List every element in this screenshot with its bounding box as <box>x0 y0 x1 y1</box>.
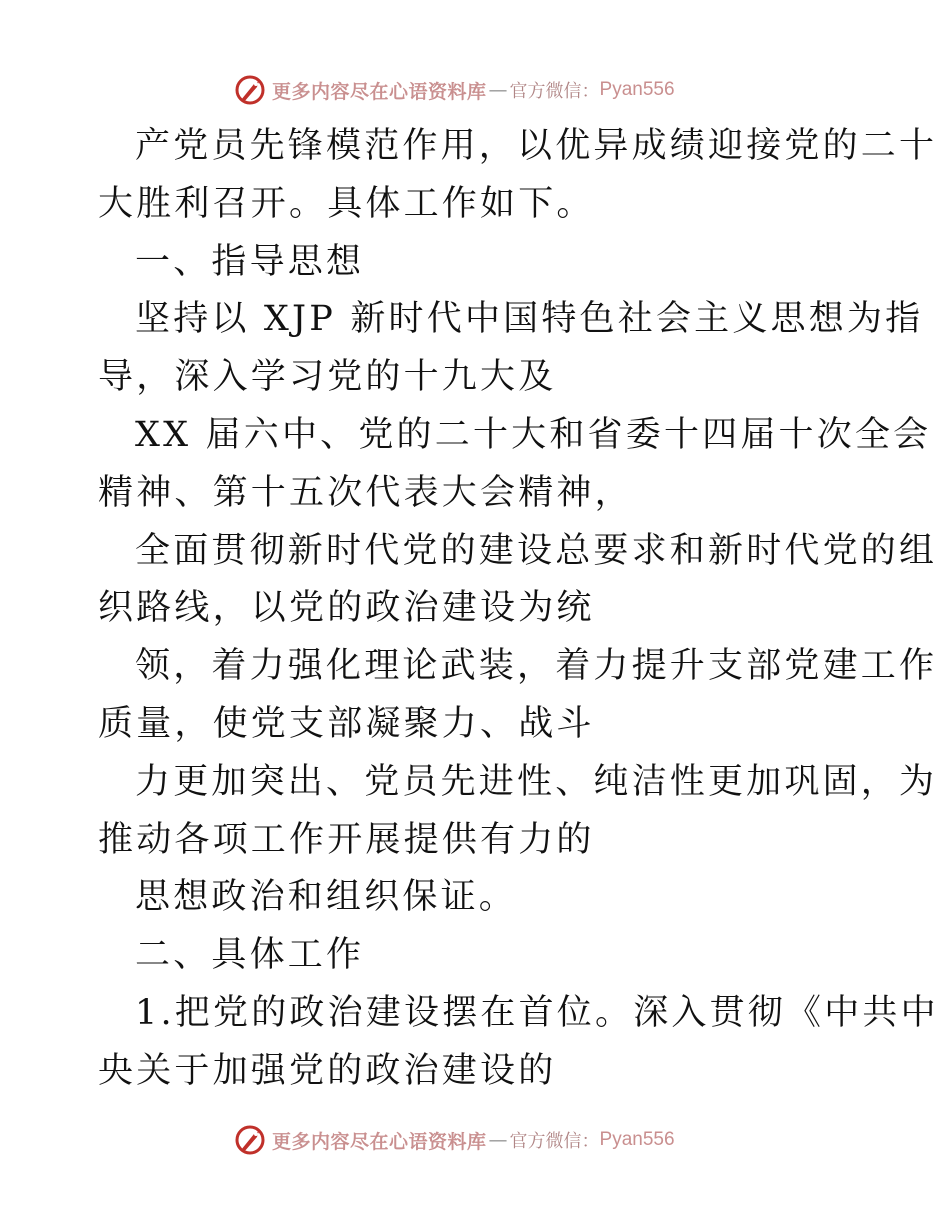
header-slogan: 更多内容尽在心语资料库 <box>272 80 487 103</box>
header-banner <box>232 72 675 108</box>
text-line: 领，着力强化理论武装，着力提升支部党建工作 <box>135 646 938 687</box>
text-line: 导，深入学习党的十九大及 <box>98 357 557 398</box>
text-line: 全面贯彻新时代党的建设总要求和新时代党的组 <box>135 530 938 571</box>
pen-logo-icon <box>232 1122 268 1158</box>
header-wechat-id: Pyan556 <box>599 79 675 100</box>
footer-contact-label: 官方微信： <box>509 1131 600 1152</box>
text-line: 二、具体工作 <box>135 935 365 976</box>
footer-separator: — <box>488 1129 508 1151</box>
text-line: 坚持以 XJP 新时代中国特色社会主义思想为指 <box>135 299 924 340</box>
text-line: 质量，使党支部凝聚力、战斗 <box>98 703 595 744</box>
text-line: 产党员先锋模范作用，以优异成绩迎接党的二十 <box>135 126 938 166</box>
text-line: 1.把党的政治建设摆在首位。深入贯彻《中共中 <box>135 992 939 1033</box>
text-line: 力更加突出、党员先进性、纯洁性更加巩固，为 <box>135 761 938 802</box>
document-body <box>98 118 939 1101</box>
text-line: XX 届六中、党的二十大和省委十四届十次全会 <box>135 414 932 455</box>
text-line: 织路线，以党的政治建设为统 <box>98 588 595 629</box>
pen-logo-icon <box>232 72 268 108</box>
text-line: 一、指导思想 <box>135 241 365 282</box>
footer-slogan: 更多内容尽在心语资料库 <box>272 1130 487 1153</box>
header-contact-label: 官方微信： <box>509 81 600 102</box>
text-line: 精神、第十五次代表大会精神， <box>98 472 633 513</box>
text-lines <box>98 118 939 1101</box>
text-line: 大胜利召开。具体工作如下。 <box>98 183 595 224</box>
text-line: 思想政治和组织保证。 <box>135 877 518 918</box>
text-line: 推动各项工作开展提供有力的 <box>98 819 595 860</box>
footer-banner <box>232 1122 675 1158</box>
footer-wechat-id: Pyan556 <box>599 1129 675 1150</box>
header-separator: — <box>488 79 508 101</box>
text-line: 央关于加强党的政治建设的 <box>98 1050 557 1091</box>
